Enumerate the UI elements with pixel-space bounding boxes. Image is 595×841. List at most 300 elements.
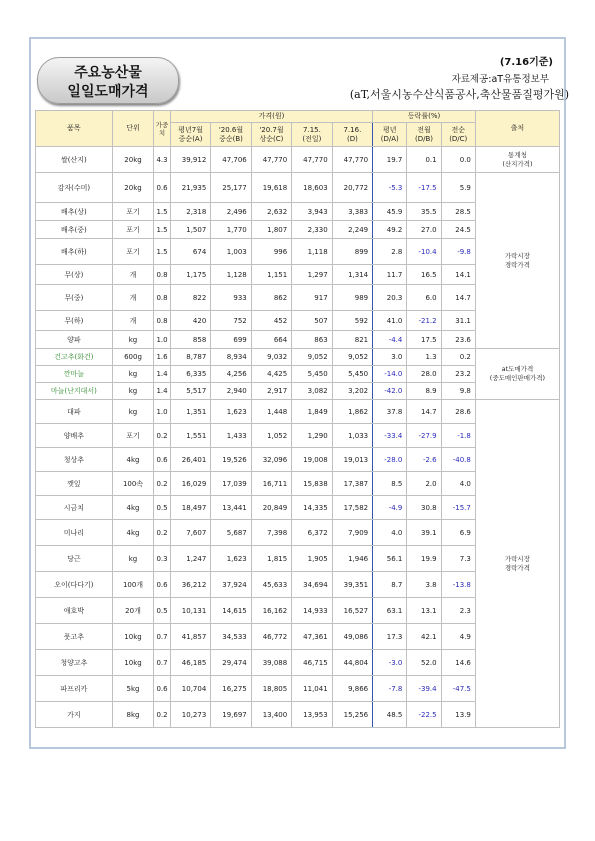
price-cell: 17,582 xyxy=(332,496,372,520)
price-cell: 452 xyxy=(251,311,291,331)
change-cell: 13.9 xyxy=(441,702,475,728)
price-cell: 5,450 xyxy=(292,366,332,383)
price-cell: 664 xyxy=(251,331,291,349)
item-cell: 풋고추 xyxy=(36,624,113,650)
change-cell: 27.0 xyxy=(407,221,441,239)
price-cell: 1,247 xyxy=(170,546,210,572)
change-cell: 4.0 xyxy=(373,520,407,546)
price-cell: 10,273 xyxy=(170,702,210,728)
header-item: 품목 xyxy=(36,111,113,147)
change-cell: 45.9 xyxy=(373,203,407,221)
change-cell: 16.5 xyxy=(407,265,441,285)
unit-cell: 포기 xyxy=(112,239,153,265)
price-cell: 16,029 xyxy=(170,472,210,496)
price-cell: 1,433 xyxy=(211,424,251,448)
price-cell: 6,335 xyxy=(170,366,210,383)
item-cell: 무(상) xyxy=(36,265,113,285)
change-cell: 17.3 xyxy=(373,624,407,650)
source-cell: 가락시장 경락가격 xyxy=(475,173,559,349)
price-cell: 14,615 xyxy=(211,598,251,624)
change-cell: 28.6 xyxy=(441,400,475,424)
price-cell: 5,687 xyxy=(211,520,251,546)
item-cell: 배추(하) xyxy=(36,239,113,265)
change-cell: 31.1 xyxy=(441,311,475,331)
price-cell: 4,425 xyxy=(251,366,291,383)
price-cell: 674 xyxy=(170,239,210,265)
header-change-col: 평년 (D/A) xyxy=(373,123,407,147)
change-cell: -10.4 xyxy=(407,239,441,265)
change-cell: 28.0 xyxy=(407,366,441,383)
change-cell: 8.5 xyxy=(373,472,407,496)
unit-cell: 20kg xyxy=(112,173,153,203)
item-cell: 무(중) xyxy=(36,285,113,311)
source-provider: 자료제공:aT유통정보부 xyxy=(451,74,549,85)
price-cell: 17,039 xyxy=(211,472,251,496)
change-cell: 19.9 xyxy=(407,546,441,572)
price-cell: 863 xyxy=(292,331,332,349)
source-cell: 통계청 (산지가격) xyxy=(475,147,559,173)
price-cell: 3,082 xyxy=(292,383,332,400)
title-badge xyxy=(37,57,179,104)
header-price-col: 7.15. (전일) xyxy=(292,123,332,147)
change-cell: -1.8 xyxy=(441,424,475,448)
price-cell: 1,551 xyxy=(170,424,210,448)
change-cell: 6.0 xyxy=(407,285,441,311)
item-cell: 건고추(화건) xyxy=(36,349,113,366)
price-cell: 2,496 xyxy=(211,203,251,221)
weight-cell: 0.7 xyxy=(154,624,171,650)
price-cell: 9,866 xyxy=(332,676,372,702)
title-line-1: 주요농산물 xyxy=(74,65,142,81)
unit-cell: 8kg xyxy=(112,702,153,728)
change-cell: 3.8 xyxy=(407,572,441,598)
source-cell: at도매가격 (중도매인판매가격) xyxy=(475,349,559,400)
price-cell: 13,400 xyxy=(251,702,291,728)
header-source: 출처 xyxy=(475,111,559,147)
change-cell: 23.2 xyxy=(441,366,475,383)
change-cell: 14.7 xyxy=(441,285,475,311)
header-change-col: 전순 (D/C) xyxy=(441,123,475,147)
unit-cell: 20kg xyxy=(112,147,153,173)
title-line-2: 일일도매가격 xyxy=(67,84,149,100)
price-cell: 822 xyxy=(170,285,210,311)
item-cell: 배추(중) xyxy=(36,221,113,239)
unit-cell: kg xyxy=(112,400,153,424)
price-cell: 3,202 xyxy=(332,383,372,400)
unit-cell: 20개 xyxy=(112,598,153,624)
price-cell: 19,013 xyxy=(332,448,372,472)
price-cell: 34,533 xyxy=(211,624,251,650)
change-cell: 2.0 xyxy=(407,472,441,496)
price-cell: 16,162 xyxy=(251,598,291,624)
change-cell: 2.3 xyxy=(441,598,475,624)
price-cell: 1,003 xyxy=(211,239,251,265)
price-cell: 1,151 xyxy=(251,265,291,285)
item-cell: 청양고추 xyxy=(36,650,113,676)
change-cell: 24.5 xyxy=(441,221,475,239)
weight-cell: 1.6 xyxy=(154,349,171,366)
price-cell: 20,849 xyxy=(251,496,291,520)
table-row xyxy=(36,173,560,203)
change-cell: 52.0 xyxy=(407,650,441,676)
price-cell: 1,297 xyxy=(292,265,332,285)
unit-cell: 개 xyxy=(112,311,153,331)
change-cell: 14.7 xyxy=(407,400,441,424)
price-cell: 13,953 xyxy=(292,702,332,728)
change-cell: 1.3 xyxy=(407,349,441,366)
price-table xyxy=(35,110,560,728)
price-cell: 1,118 xyxy=(292,239,332,265)
price-cell: 9,052 xyxy=(292,349,332,366)
item-cell: 미나리 xyxy=(36,520,113,546)
change-cell: 0.1 xyxy=(407,147,441,173)
price-cell: 1,290 xyxy=(292,424,332,448)
unit-cell: 4kg xyxy=(112,520,153,546)
change-cell: -21.2 xyxy=(407,311,441,331)
price-cell: 1,770 xyxy=(211,221,251,239)
change-cell: 49.2 xyxy=(373,221,407,239)
change-cell: -22.5 xyxy=(407,702,441,728)
weight-cell: 1.4 xyxy=(154,383,171,400)
change-cell: 4.9 xyxy=(441,624,475,650)
change-cell: 2.8 xyxy=(373,239,407,265)
change-cell: 19.7 xyxy=(373,147,407,173)
weight-cell: 1.0 xyxy=(154,331,171,349)
item-cell: 가지 xyxy=(36,702,113,728)
weight-cell: 1.5 xyxy=(154,221,171,239)
change-cell: 37.8 xyxy=(373,400,407,424)
price-cell: 19,697 xyxy=(211,702,251,728)
change-cell: -3.0 xyxy=(373,650,407,676)
unit-cell: 10kg xyxy=(112,650,153,676)
price-cell: 699 xyxy=(211,331,251,349)
unit-cell: 100개 xyxy=(112,572,153,598)
price-cell: 41,857 xyxy=(170,624,210,650)
change-cell: -2.6 xyxy=(407,448,441,472)
price-cell: 18,805 xyxy=(251,676,291,702)
item-cell: 양파 xyxy=(36,331,113,349)
header-price-group: 가격(원) xyxy=(170,111,372,123)
change-cell: 8.7 xyxy=(373,572,407,598)
change-cell: 9.8 xyxy=(441,383,475,400)
price-cell: 2,318 xyxy=(170,203,210,221)
price-cell: 15,838 xyxy=(292,472,332,496)
change-cell: -40.8 xyxy=(441,448,475,472)
change-cell: 39.1 xyxy=(407,520,441,546)
unit-cell: 4kg xyxy=(112,496,153,520)
change-cell: -5.3 xyxy=(373,173,407,203)
price-cell: 1,905 xyxy=(292,546,332,572)
price-cell: 2,632 xyxy=(251,203,291,221)
change-cell: 17.5 xyxy=(407,331,441,349)
change-cell: -33.4 xyxy=(373,424,407,448)
change-cell: 0.2 xyxy=(441,349,475,366)
price-cell: 1,033 xyxy=(332,424,372,448)
item-cell: 감자(수미) xyxy=(36,173,113,203)
weight-cell: 0.6 xyxy=(154,448,171,472)
price-cell: 32,096 xyxy=(251,448,291,472)
price-cell: 1,052 xyxy=(251,424,291,448)
header-change-col: 전월 (D/B) xyxy=(407,123,441,147)
item-cell: 깐마늘 xyxy=(36,366,113,383)
price-cell: 10,131 xyxy=(170,598,210,624)
item-cell: 쌀(산지) xyxy=(36,147,113,173)
weight-cell: 1.5 xyxy=(154,239,171,265)
change-cell: 41.0 xyxy=(373,311,407,331)
price-cell: 862 xyxy=(251,285,291,311)
item-cell: 청상추 xyxy=(36,448,113,472)
change-cell: 6.9 xyxy=(441,520,475,546)
unit-cell: kg xyxy=(112,383,153,400)
unit-cell: 개 xyxy=(112,285,153,311)
price-cell: 507 xyxy=(292,311,332,331)
weight-cell: 0.6 xyxy=(154,572,171,598)
price-cell: 9,052 xyxy=(332,349,372,366)
price-cell: 7,909 xyxy=(332,520,372,546)
change-cell: -7.8 xyxy=(373,676,407,702)
change-cell: -27.9 xyxy=(407,424,441,448)
change-cell: 56.1 xyxy=(373,546,407,572)
price-cell: 46,185 xyxy=(170,650,210,676)
unit-cell: kg xyxy=(112,331,153,349)
change-cell: 11.7 xyxy=(373,265,407,285)
change-cell: 48.5 xyxy=(373,702,407,728)
price-cell: 1,175 xyxy=(170,265,210,285)
price-cell: 1,507 xyxy=(170,221,210,239)
change-cell: 4.0 xyxy=(441,472,475,496)
weight-cell: 1.4 xyxy=(154,366,171,383)
price-cell: 46,715 xyxy=(292,650,332,676)
price-cell: 989 xyxy=(332,285,372,311)
change-cell: -15.7 xyxy=(441,496,475,520)
price-cell: 34,694 xyxy=(292,572,332,598)
item-cell: 깻잎 xyxy=(36,472,113,496)
price-cell: 47,770 xyxy=(251,147,291,173)
price-cell: 15,256 xyxy=(332,702,372,728)
weight-cell: 4.3 xyxy=(154,147,171,173)
price-cell: 1,448 xyxy=(251,400,291,424)
item-cell: 파프리카 xyxy=(36,676,113,702)
price-cell: 7,607 xyxy=(170,520,210,546)
price-cell: 11,041 xyxy=(292,676,332,702)
change-cell: -4.4 xyxy=(373,331,407,349)
price-cell: 917 xyxy=(292,285,332,311)
price-cell: 821 xyxy=(332,331,372,349)
weight-cell: 0.5 xyxy=(154,598,171,624)
price-cell: 592 xyxy=(332,311,372,331)
price-cell: 5,517 xyxy=(170,383,210,400)
price-cell: 46,772 xyxy=(251,624,291,650)
header-weight: 가중치 xyxy=(154,111,171,147)
price-cell: 5,450 xyxy=(332,366,372,383)
price-cell: 37,924 xyxy=(211,572,251,598)
item-cell: 대파 xyxy=(36,400,113,424)
weight-cell: 1.5 xyxy=(154,203,171,221)
item-cell: 양배추 xyxy=(36,424,113,448)
price-cell: 752 xyxy=(211,311,251,331)
weight-cell: 1.0 xyxy=(154,400,171,424)
weight-cell: 0.8 xyxy=(154,311,171,331)
change-cell: -14.0 xyxy=(373,366,407,383)
price-cell: 29,474 xyxy=(211,650,251,676)
price-cell: 1,623 xyxy=(211,546,251,572)
price-cell: 19,008 xyxy=(292,448,332,472)
price-cell: 19,526 xyxy=(211,448,251,472)
price-cell: 18,603 xyxy=(292,173,332,203)
header-price-col: '20.7월 상순(C) xyxy=(251,123,291,147)
change-cell: -47.5 xyxy=(441,676,475,702)
price-cell: 16,711 xyxy=(251,472,291,496)
unit-cell: 4kg xyxy=(112,448,153,472)
price-cell: 2,917 xyxy=(251,383,291,400)
item-cell: 애호박 xyxy=(36,598,113,624)
source-cell: 가락시장 경락가격 xyxy=(475,400,559,728)
unit-cell: 포기 xyxy=(112,424,153,448)
price-cell: 996 xyxy=(251,239,291,265)
price-cell: 39,088 xyxy=(251,650,291,676)
table-row xyxy=(36,147,560,173)
price-cell: 47,706 xyxy=(211,147,251,173)
price-cell: 7,398 xyxy=(251,520,291,546)
item-cell: 시금치 xyxy=(36,496,113,520)
change-cell: -17.5 xyxy=(407,173,441,203)
price-cell: 2,940 xyxy=(211,383,251,400)
change-cell: -13.8 xyxy=(441,572,475,598)
change-cell: 3.0 xyxy=(373,349,407,366)
price-cell: 16,527 xyxy=(332,598,372,624)
change-cell: -9.8 xyxy=(441,239,475,265)
price-cell: 17,387 xyxy=(332,472,372,496)
change-cell: 35.5 xyxy=(407,203,441,221)
change-cell: -39.4 xyxy=(407,676,441,702)
item-cell: 마늘(난지대서) xyxy=(36,383,113,400)
date-label: (7.16기준) xyxy=(499,57,553,68)
price-cell: 933 xyxy=(211,285,251,311)
price-cell: 1,862 xyxy=(332,400,372,424)
change-cell: 7.3 xyxy=(441,546,475,572)
unit-cell: 10kg xyxy=(112,624,153,650)
price-cell: 36,212 xyxy=(170,572,210,598)
weight-cell: 0.2 xyxy=(154,702,171,728)
change-cell: 28.5 xyxy=(441,203,475,221)
change-cell: 0.0 xyxy=(441,147,475,173)
price-cell: 20,772 xyxy=(332,173,372,203)
price-cell: 18,497 xyxy=(170,496,210,520)
weight-cell: 0.8 xyxy=(154,265,171,285)
price-cell: 47,361 xyxy=(292,624,332,650)
price-cell: 1,314 xyxy=(332,265,372,285)
price-cell: 1,815 xyxy=(251,546,291,572)
item-cell: 배추(상) xyxy=(36,203,113,221)
price-cell: 13,441 xyxy=(211,496,251,520)
change-cell: -28.0 xyxy=(373,448,407,472)
price-cell: 1,946 xyxy=(332,546,372,572)
price-cell: 4,256 xyxy=(211,366,251,383)
price-cell: 16,275 xyxy=(211,676,251,702)
price-cell: 1,351 xyxy=(170,400,210,424)
header-price-col: 평년7월 중순(A) xyxy=(170,123,210,147)
change-cell: 63.1 xyxy=(373,598,407,624)
change-cell: 42.1 xyxy=(407,624,441,650)
price-cell: 1,807 xyxy=(251,221,291,239)
unit-cell: 포기 xyxy=(112,221,153,239)
item-cell: 당근 xyxy=(36,546,113,572)
change-cell: 14.6 xyxy=(441,650,475,676)
change-cell: 20.3 xyxy=(373,285,407,311)
header-price-col: 7.16. (D) xyxy=(332,123,372,147)
price-cell: 39,351 xyxy=(332,572,372,598)
price-cell: 2,330 xyxy=(292,221,332,239)
price-cell: 10,704 xyxy=(170,676,210,702)
weight-cell: 0.8 xyxy=(154,285,171,311)
item-cell: 오이(다다기) xyxy=(36,572,113,598)
weight-cell: 0.3 xyxy=(154,546,171,572)
weight-cell: 0.5 xyxy=(154,496,171,520)
change-cell: 5.9 xyxy=(441,173,475,203)
change-cell: 13.1 xyxy=(407,598,441,624)
change-cell: 8.9 xyxy=(407,383,441,400)
price-cell: 420 xyxy=(170,311,210,331)
unit-cell: 개 xyxy=(112,265,153,285)
table-row xyxy=(36,349,560,366)
price-cell: 25,177 xyxy=(211,173,251,203)
source-agencies: (aT,서울시농수산식품공사,축산물품질평가원) xyxy=(349,88,569,101)
price-cell: 6,372 xyxy=(292,520,332,546)
weight-cell: 0.6 xyxy=(154,173,171,203)
price-cell: 3,943 xyxy=(292,203,332,221)
price-cell: 8,787 xyxy=(170,349,210,366)
change-cell: 23.6 xyxy=(441,331,475,349)
weight-cell: 0.2 xyxy=(154,472,171,496)
table-row xyxy=(36,400,560,424)
header-change-group: 등락률(%) xyxy=(373,111,476,123)
unit-cell: 포기 xyxy=(112,203,153,221)
weight-cell: 0.7 xyxy=(154,650,171,676)
header-unit: 단위 xyxy=(112,111,153,147)
price-cell: 47,770 xyxy=(332,147,372,173)
item-cell: 무(하) xyxy=(36,311,113,331)
header-price-col: '20.6월 중순(B) xyxy=(211,123,251,147)
weight-cell: 0.2 xyxy=(154,424,171,448)
price-cell: 8,934 xyxy=(211,349,251,366)
change-cell: 14.1 xyxy=(441,265,475,285)
price-cell: 26,401 xyxy=(170,448,210,472)
weight-cell: 0.6 xyxy=(154,676,171,702)
price-cell: 858 xyxy=(170,331,210,349)
price-cell: 44,804 xyxy=(332,650,372,676)
price-cell: 49,086 xyxy=(332,624,372,650)
price-cell: 39,912 xyxy=(170,147,210,173)
unit-cell: 5kg xyxy=(112,676,153,702)
weight-cell: 0.2 xyxy=(154,520,171,546)
unit-cell: kg xyxy=(112,546,153,572)
price-cell: 14,335 xyxy=(292,496,332,520)
price-cell: 899 xyxy=(332,239,372,265)
unit-cell: 600g xyxy=(112,349,153,366)
change-cell: -42.0 xyxy=(373,383,407,400)
price-cell: 14,933 xyxy=(292,598,332,624)
change-cell: 30.8 xyxy=(407,496,441,520)
price-cell: 9,032 xyxy=(251,349,291,366)
price-cell: 19,618 xyxy=(251,173,291,203)
price-cell: 45,633 xyxy=(251,572,291,598)
unit-cell: kg xyxy=(112,366,153,383)
price-cell: 1,849 xyxy=(292,400,332,424)
price-cell: 1,128 xyxy=(211,265,251,285)
price-cell: 47,770 xyxy=(292,147,332,173)
price-cell: 3,383 xyxy=(332,203,372,221)
price-cell: 1,623 xyxy=(211,400,251,424)
